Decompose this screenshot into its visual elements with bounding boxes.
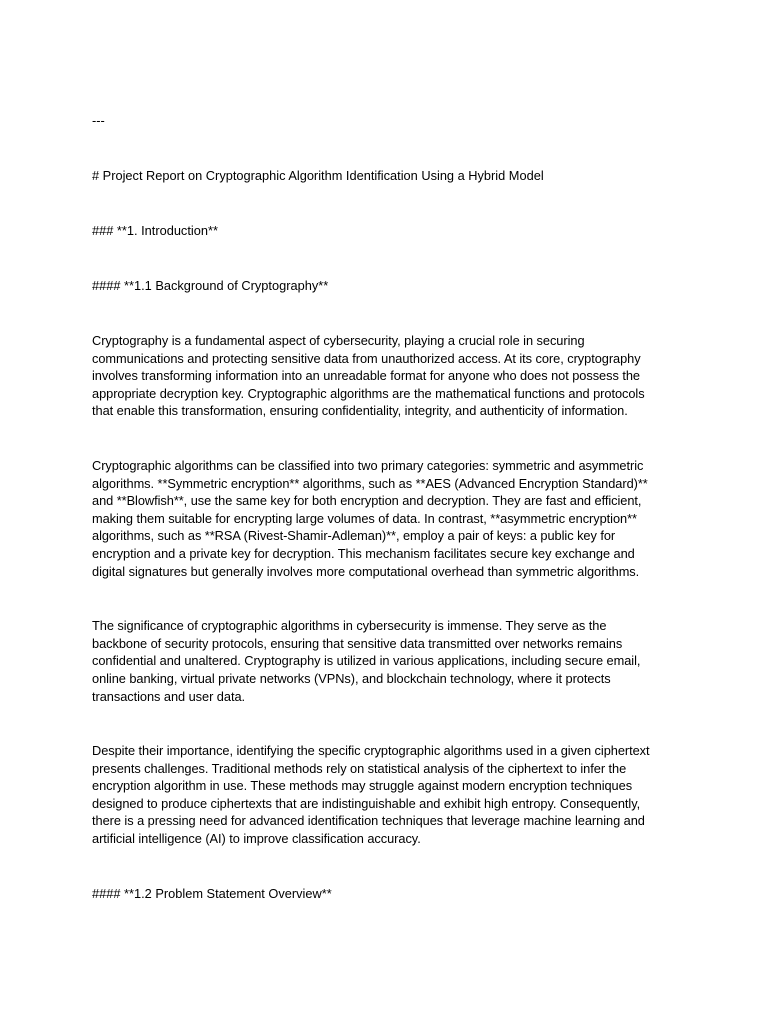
paragraph-line: involves transforming information into an unreadable format for anyone who does not possess the: [92, 368, 640, 384]
document-title: # Project Report on Cryptographic Algorithm Identification Using a Hybrid Model: [92, 168, 544, 183]
paragraph-line: Cryptographic algorithms can be classified into two primary categories: symmetric and asymmetric: [92, 457, 644, 473]
subsection-heading-background: #### **1.1 Background of Cryptography**: [92, 278, 329, 293]
paragraph-line: encryption and a private key for decryption. This mechanism facilitates secure key exchange and: [92, 545, 635, 561]
paragraph-cryptography-overview: [92, 332, 674, 420]
document-page: [92, 112, 674, 903]
paragraph-line: that enable this transformation, ensuring confidentiality, integrity, and authenticity of information.: [92, 403, 628, 419]
paragraph-line: transactions and user data.: [92, 688, 246, 704]
paragraph-line: confidential and unaltered. Cryptography is utilized in various applications, including secure email,: [92, 653, 641, 669]
paragraph-significance: [92, 617, 674, 705]
paragraph-line: and **Blowfish**, use the same key for both encryption and decryption. They are fast and efficient,: [92, 493, 642, 509]
paragraph-line: there is a pressing need for advanced identification techniques that leverage machine learning and: [92, 813, 645, 829]
paragraph-line: digital signatures but generally involves more computational overhead than symmetric algorithms.: [92, 563, 640, 579]
paragraph-algorithm-categories: [92, 457, 674, 580]
paragraph-line: artificial intelligence (AI) to improve classification accuracy.: [92, 831, 421, 847]
paragraph-line: online banking, virtual private networks (VPNs), and blockchain technology, where it protects: [92, 670, 611, 686]
section-heading-introduction: ### **1. Introduction**: [92, 223, 218, 238]
paragraph-line: The significance of cryptographic algorithms in cybersecurity is immense. They serve as the: [92, 618, 607, 634]
paragraph-line: algorithms, such as **RSA (Rivest-Shamir-Adleman)**, employ a pair of keys: a public key for: [92, 528, 616, 544]
paragraph-line: backbone of security protocols, ensuring that sensitive data transmitted over networks remains: [92, 635, 623, 651]
subsection-heading-problem-statement: #### **1.2 Problem Statement Overview**: [92, 885, 332, 901]
paragraph-line: algorithms. **Symmetric encryption** algorithms, such as **AES (Advanced Encryption Standard)**: [92, 475, 648, 491]
paragraph-identification-challenges: [92, 742, 674, 848]
paragraph-line: presents challenges. Traditional methods rely on statistical analysis of the ciphertext to infer the: [92, 760, 627, 776]
paragraph-line: Despite their importance, identifying the specific cryptographic algorithms used in a given ciphertext: [92, 743, 650, 759]
paragraph-line: appropriate decryption key. Cryptographic algorithms are the mathematical functions and protocols: [92, 385, 645, 401]
paragraph-line: designed to produce ciphertexts that are indistinguishable and exhibit high entropy. Consequently,: [92, 795, 641, 811]
horizontal-rule-marker: ---: [92, 113, 105, 128]
paragraph-line: making them suitable for encrypting large volumes of data. In contrast, **asymmetric encryption**: [92, 510, 637, 526]
paragraph-line: Cryptography is a fundamental aspect of cybersecurity, playing a crucial role in securing: [92, 333, 585, 348]
paragraph-line: encryption algorithm in use. These methods may struggle against modern encryption techniques: [92, 778, 633, 794]
paragraph-line: communications and protecting sensitive data from unauthorized access. At its core, cryptography: [92, 350, 641, 366]
